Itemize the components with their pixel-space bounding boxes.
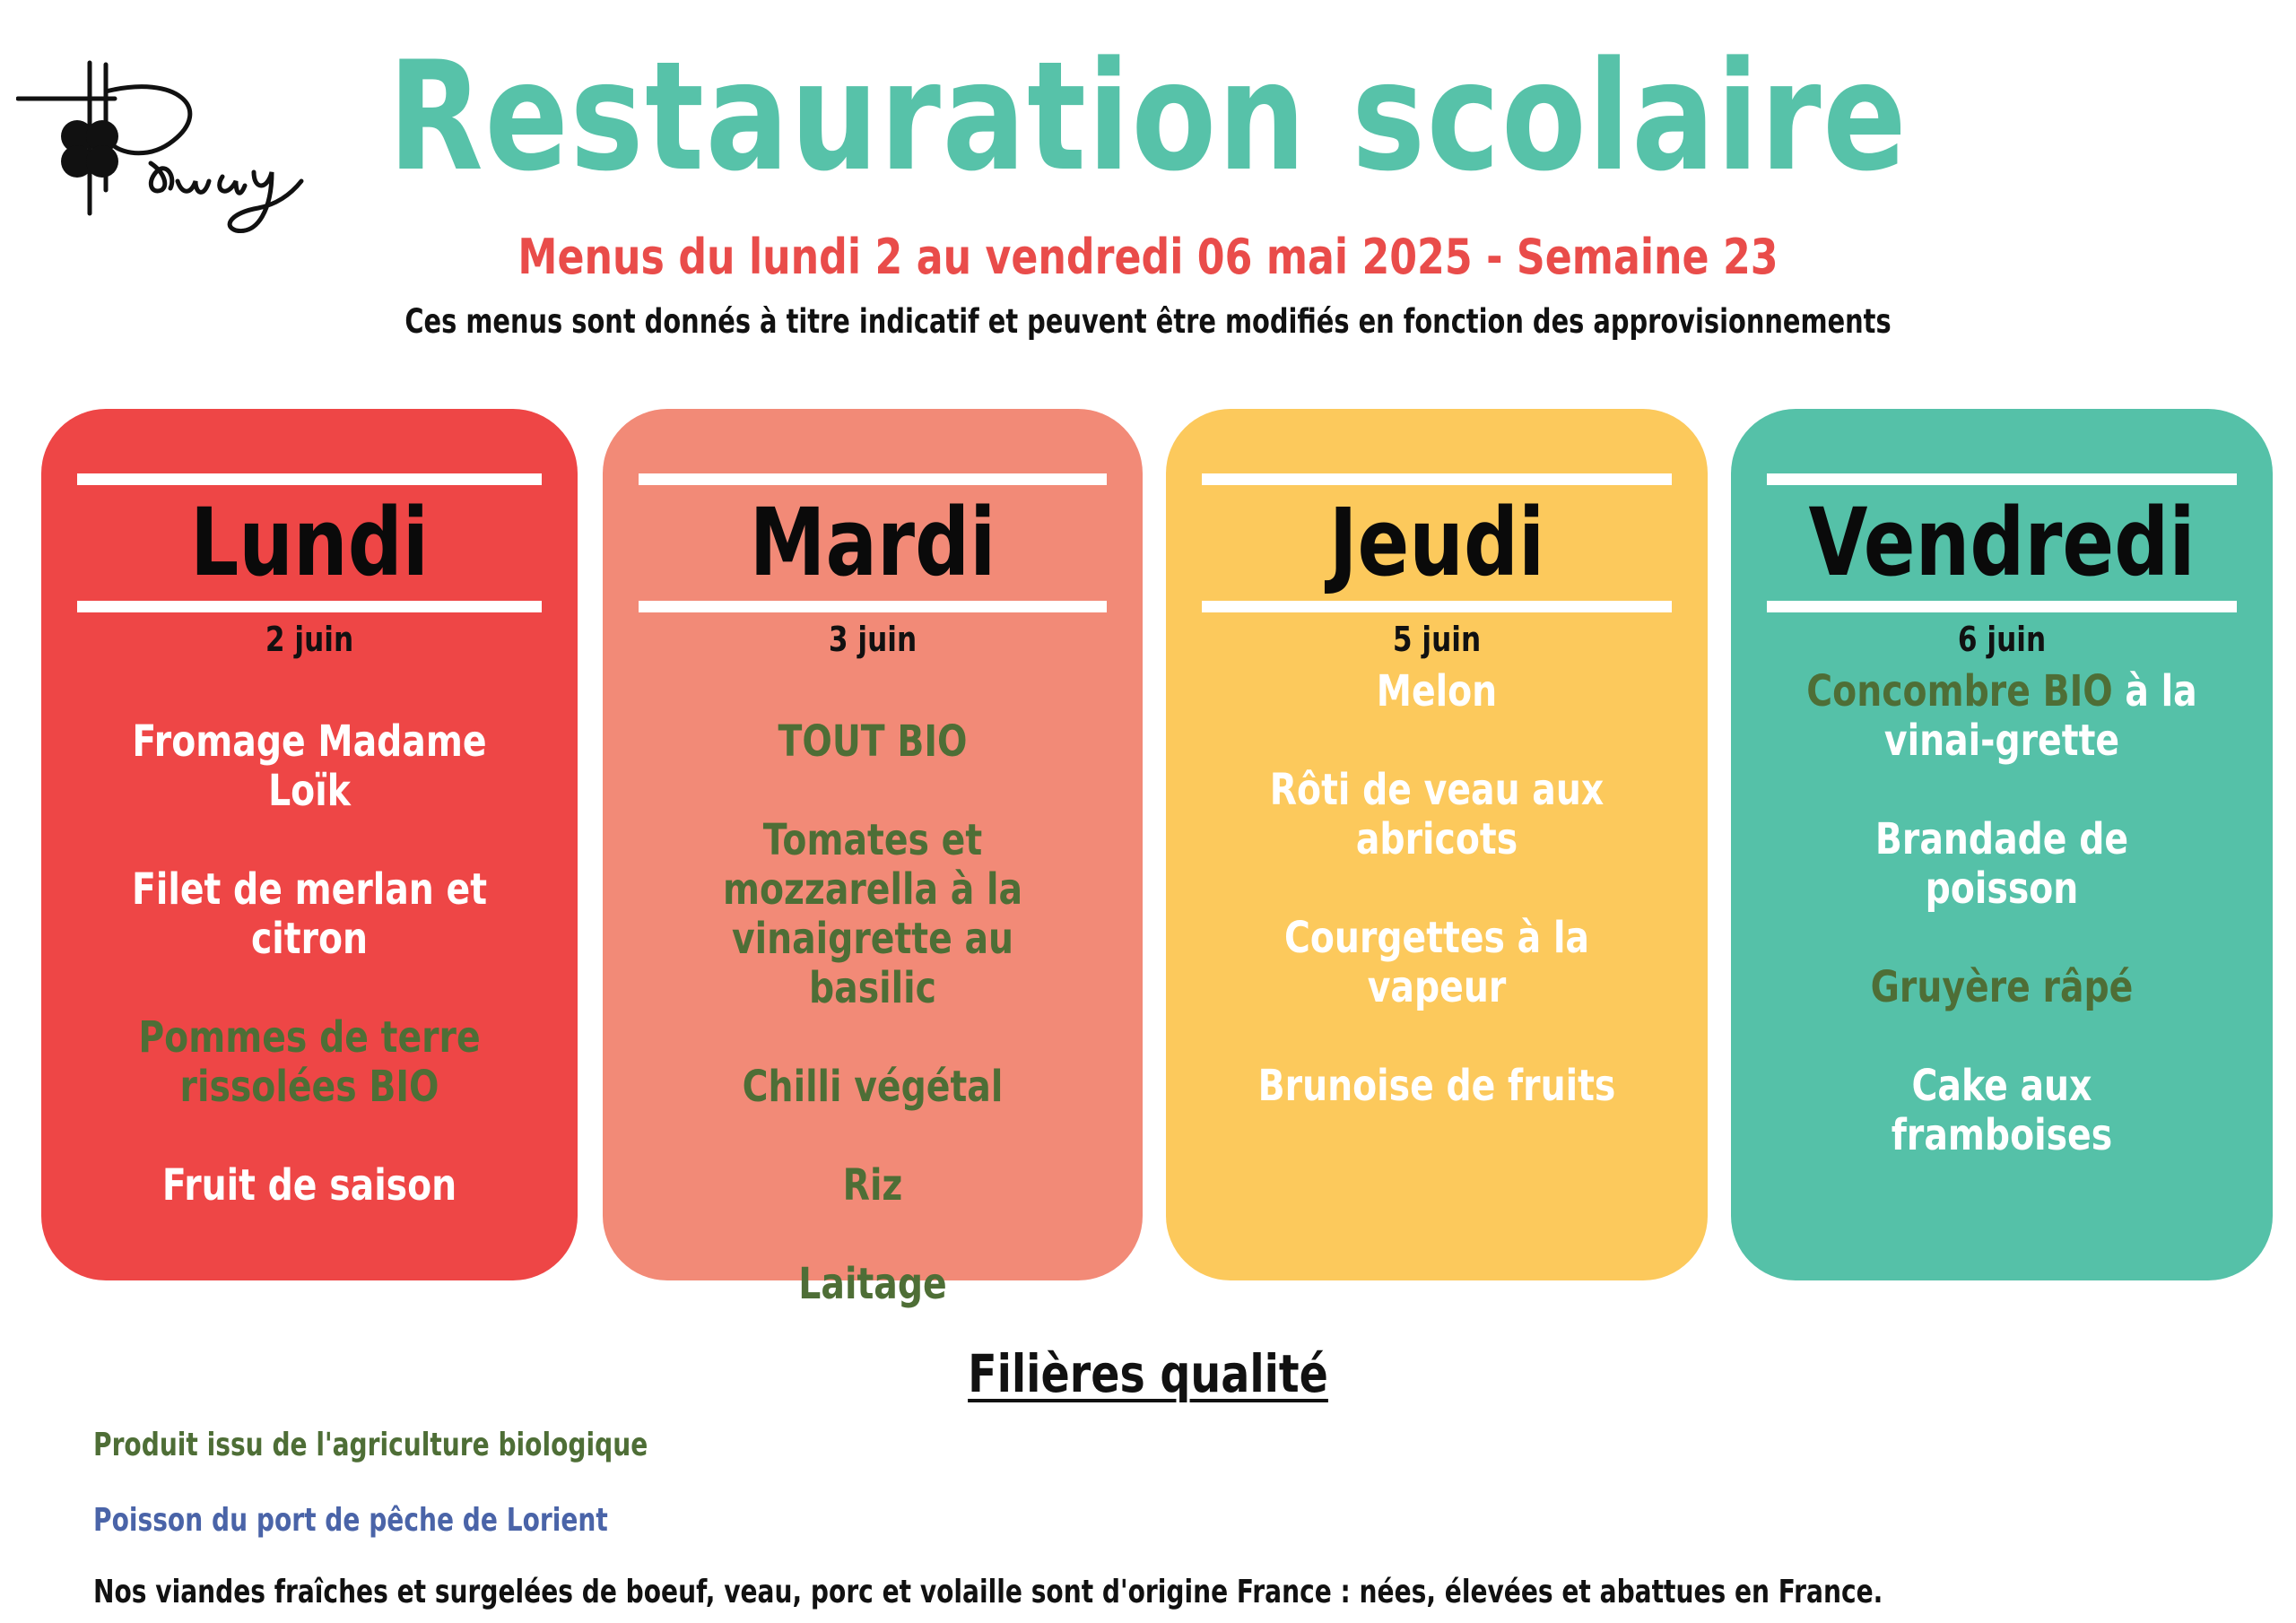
menu-item: Chilli végétal [742,1062,1004,1112]
menu-item: Cake aux framboises [1891,1061,2113,1160]
menu-item: Brandade de poisson [1874,814,2129,914]
day-name: Lundi [189,488,430,597]
menu-item-part: à la vinai-grette [1883,666,2197,766]
divider [639,601,1107,612]
quality-section-title: Filières qualité [968,1343,1328,1404]
divider [1767,601,2237,612]
menu-item: Laitage [798,1259,947,1309]
menu-week-subtitle: Menus du lundi 2 au vendredi 06 mai 2025 - Semaine 23 [517,229,1779,285]
day-card-jeudi [1166,409,1708,1280]
menu-item: Brunoise de fruits [1257,1061,1616,1111]
day-name: Jeudi [1328,488,1545,597]
legend-french-meat: Nos viandes fraîches et surgelées de boeuf, veau, porc et volaille sont d'origine France : nées, élevées et abattues en France. [93,1574,1883,1610]
menu-item: Fruit de saison [161,1160,457,1211]
day-date: 6 juin [1957,620,2047,659]
menu-item: Tomates et mozzarella à la vinaigrette au basilic [722,815,1023,1013]
menu-item: Riz [842,1160,903,1211]
day-date: 3 juin [828,620,918,659]
day-date: 2 juin [265,620,354,659]
menu-item: Gruyère râpé [1870,962,2134,1012]
menu-item: Pommes de terre rissolées BIO [138,1012,481,1112]
divider [77,601,542,612]
menu-item: Filet de merlan et citron [131,864,488,964]
menu-items [1193,667,1681,1160]
menu-items [68,717,551,1260]
day-name: Mardi [749,488,996,597]
divider [1202,601,1672,612]
day-date: 5 juin [1392,620,1482,659]
day-card-mardi [603,409,1143,1309]
page-title: Restauration scolaire [387,29,1909,204]
day-card-lundi [41,409,578,1280]
menu-item: TOUT BIO [778,716,968,767]
disclaimer-notice: Ces menus sont donnés à titre indicatif et peuvent être modifiés en fonction des approvisionnements [404,302,1892,341]
menu-item [1802,667,2202,766]
menu-items [630,717,1116,1358]
menu-items [1758,667,2246,1210]
menu-item-part: Concombre BIO [1806,666,2113,716]
day-card-vendredi [1731,409,2273,1280]
day-name: Vendredi [1808,488,2196,597]
menu-item: Courgettes à la vapeur [1283,913,1589,1012]
menu-item: Rôti de veau aux abricots [1269,765,1605,864]
menu-item: Melon [1376,666,1498,716]
menu-item: Fromage Madame Loïk [132,716,487,816]
legend-organic: Produit issu de l'agriculture biologique [93,1427,648,1463]
legend-lorient-fish: Poisson du port de pêche de Lorient [93,1502,608,1539]
